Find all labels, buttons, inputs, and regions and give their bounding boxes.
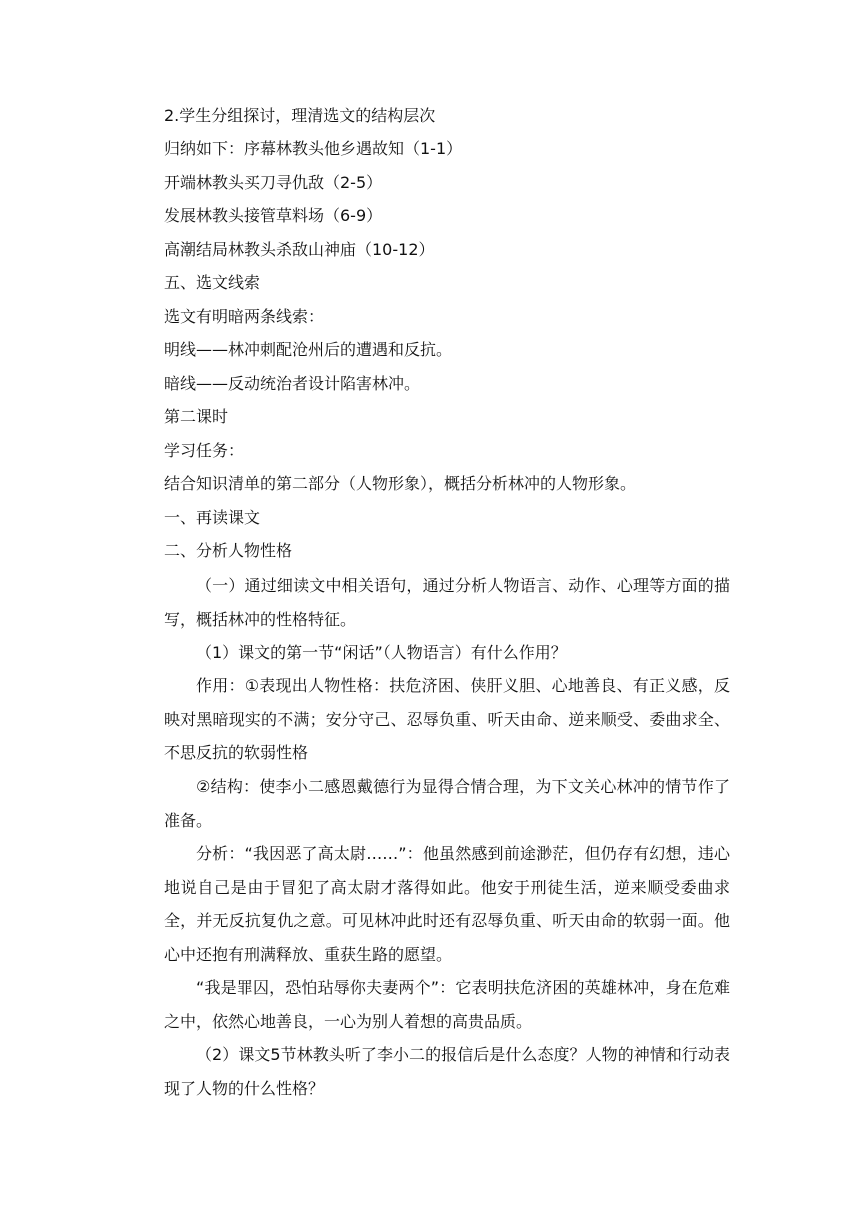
question-paragraph: （2）课文5节林教头听了李小二的报信后是什么态度？人物的神情和行动表现了人物的什么性格？ [164, 1045, 730, 1098]
text-line: 2.学生分组探讨，理清选文的结构层次 [164, 106, 436, 125]
paragraph: （一）通过细读文中相关语句，通过分析人物语言、动作、心理等方面的描写，概括林冲的性格特征。 [164, 576, 730, 629]
text-line: 开端林教头买刀寻仇敌（2-5） [164, 173, 383, 192]
text-line: 学习任务： [164, 441, 245, 460]
section-heading: 一、再读课文 [164, 508, 261, 527]
text-line: 明线——林冲刺配沧州后的遭遇和反抗。 [164, 340, 453, 359]
text-line: 高潮结局林教头杀敌山神庙（10-12） [164, 240, 435, 259]
paragraph: “我是罪囚，恐怕玷辱你夫妻两个”：它表明扶危济困的英雄林冲，身在危难之中，依然心地善良，一心为别人着想的高贵品质。 [164, 978, 730, 1031]
text-line: 暗线——反动统治者设计陷害林冲。 [164, 374, 421, 393]
section-heading: 五、选文线索 [164, 273, 261, 292]
paragraph: 作用：①表现出人物性格：扶危济困、侠肝义胆、心地善良、有正义感，反映对黑暗现实的不满；安分守己、忍辱负重、听天由命、逆来顺受、委曲求全、不思反抗的软弱性格 [164, 676, 730, 762]
text-line: 结合知识清单的第二部分（人物形象），概括分析林冲的人物形象。 [164, 474, 637, 493]
question-paragraph: （1）课文的第一节“闲话”（人物语言）有什么作用？ [196, 643, 567, 662]
paragraph: ②结构：使李小二感恩戴德行为显得合情合理，为下文关心林冲的情节作了准备。 [164, 777, 730, 830]
text-line: 选文有明暗两条线索： [164, 307, 325, 326]
analysis-paragraph: 分析：“我因恶了高太尉……”：他虽然感到前途渺茫，但仍存有幻想，违心地说自己是由于冒犯了高太尉才落得如此。他安于刑徒生活，逆来顺受委曲求全，并无反抗复仇之意。可见林冲此时还有忍辱负重、听天由命的软弱一面。他心中还抱有刑满释放、重获生路的愿望。 [164, 844, 730, 964]
text-line: 归纳如下：序幕林教头他乡遇故知（1-1） [164, 139, 463, 158]
lesson-heading: 第二课时 [164, 407, 229, 426]
text-line: 发展林教头接管草料场（6-9） [164, 206, 383, 225]
section-heading: 二、分析人物性格 [164, 541, 293, 560]
